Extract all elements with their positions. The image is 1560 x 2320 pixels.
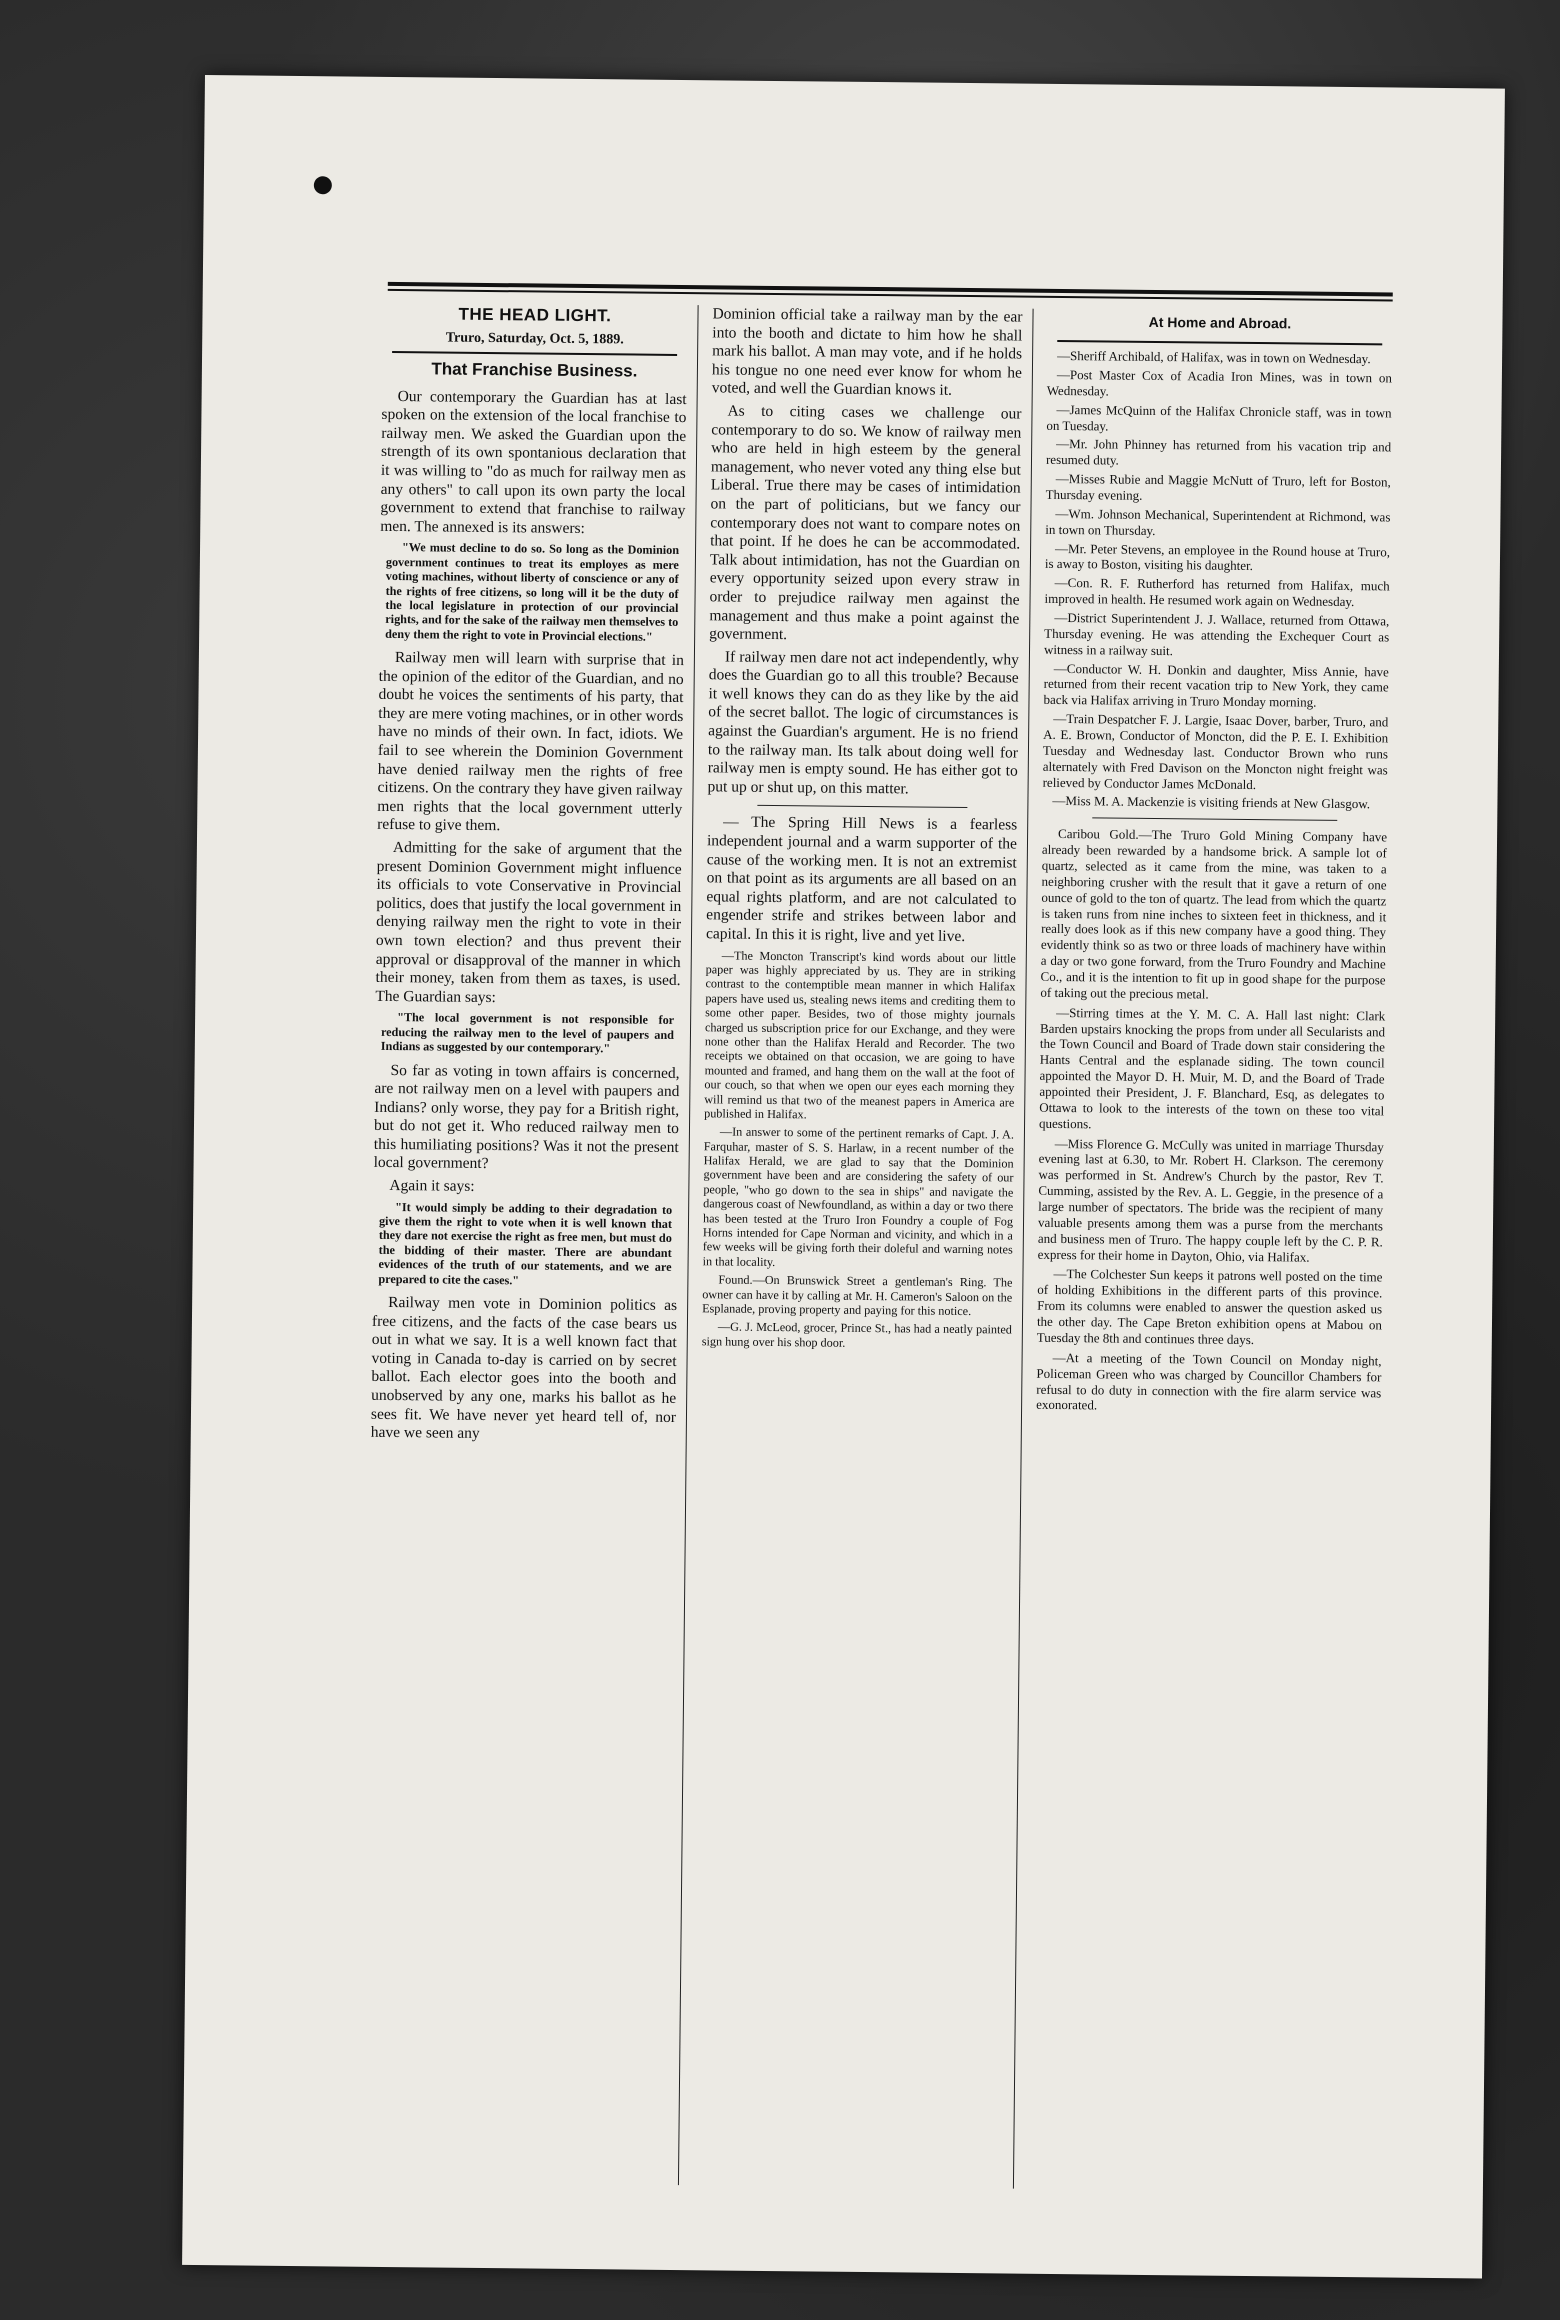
masthead: THE HEAD LIGHT.: [458, 304, 612, 326]
column-1: [371, 302, 688, 1450]
brief-item: —District Superintendent J. J. Wallace, returned from Ottawa, Thursday evening. He was attending the Exchequer Court as witness in a railway suit.: [1043, 609, 1390, 658]
separator: [1092, 818, 1337, 822]
paragraph: If railway men dare not act independently, why does the Guardian go to all this trouble? Because it well knows they can do as they like by the aid of the secret ballot. The logic of circumstances is against the Guardian's argument. He is no friend to the railway man. Its talk about doing well for railway men is empty sound. He has either got to put up or shut up, on this matter.: [707, 648, 1020, 798]
paragraph: Caribou Gold.—The Truro Gold Mining Company have already been rewarded by a handsome brick. A sample lot of quartz, selected as it came from the mine, was taken to a neighboring crusher with the result that it gave a return of one ounce of gold to the ton of quartz. The lead from which the quartz is taken runs from nine inches to sixteen feet in thickness, and it really does look as if this new company have a good thing. They evidently think so as two or three loads of machinery have within a day or two gone forward, from the Truro Foundry and Machine Co., and it is the intention to fit up in good shape for the purpose of taking out the precious metal.: [1040, 826, 1388, 1002]
brief-item: —Sheriff Archibald, of Halifax, was in town on Wednesday.: [1057, 348, 1371, 367]
paragraph: Railway men vote in Dominion politics as free citizens, and the facts of the case bears us out in what we say. It is a well known fact that voting in Canada to-day is carried on by secret ballot. Each elector goes into the booth and unobserved by any one, marks his ballot as he sees fit. We have never yet heard tell of, nor have we seen any: [370, 1294, 678, 1443]
brief-item: —Mr. Peter Stevens, an employee in the Round house at Truro, is away to Boston, visiting his daughter.: [1044, 540, 1391, 574]
paragraph: Dominion official take a railway man by the ear into the booth and dictate to him how he shall mark his ballot. A man may vote, and if he holds his tongue no one need ever know for whom he voted, and well the Guardian knows it.: [711, 305, 1023, 400]
paragraph: Again it says:: [389, 1177, 475, 1195]
paragraph: Railway men will learn with surprise that in the opinion of the editor of the Guardian, and no doubt he voices the sentiments of his party, that they are mere voting machines, or in other words have no minds of their own. In fact, idiots. We fail to see wherein the Dominion Government have denied railway men the rights of free citizens. On the contrary they have given railway men rights that the local government utterly refuse to give them.: [377, 649, 684, 835]
rule: [1057, 340, 1382, 345]
paragraph: —The Moncton Transcript's kind words about our little paper was highly appreciated by us. They are in striking contrast to the contemptible mean manner in which Halifax papers have used us, stealing news items and crediting them to some other paper. Besides, two of those mighty journals charged us subscription price for our Exchange, and they were none other than the Halifax Herald and Recorder. The two receipts we obtained on that occasion, we are going to have mounted and framed, and hang them on the wall at the foot of our couch, so that when we open our eyes each morning they will remind us that two of the meanest papers in America are published in Halifax.: [704, 948, 1016, 1122]
brief-item: —Mr. John Phinney has returned from his vacation trip and resumed duty.: [1045, 436, 1392, 468]
brief-item: —Misses Rubie and Maggie McNutt of Truro, left for Boston, Thursday evening.: [1045, 471, 1391, 503]
paragraph: —Stirring times at the Y. M. C. A. Hall last night: Clark Barden upstairs knocking the props from under all Secularists and the Town Council and Board of Trade down stair considering the Hants Central and the esplanade siding. The town council appointed the Mayor D. H. Muir, M. D, and the Board of Trade appointed their President, J. F. Blanchard, Esq, as delegates to Ottawa to look to the interests of the town on these too vital questions.: [1038, 1004, 1386, 1132]
brief-item: —Train Despatcher F. J. Largie, Isaac Dover, barber, Truro, and A. E. Brown, Conductor of Moncton, did the P. E. I. Exhibition Tuesday and Wednesday last. Conductor Brown who runs alternately with Fred Davison on the Moncton night freight was relieved by Conductor James McDonald.: [1042, 711, 1389, 792]
paragraph: —Miss Florence G. McCully was united in marriage Thursday evening last at 6.30, to Mr. Robert H. Clarkson. The ceremony was performed in St. Andrew's Church by the pastor, Rev T. Cumming, assisted by the Rev. A. L. Geggie, in the presence of a large number of spectators. The bride was the recipient of many valuable presents among them was a purse from the merchants and business men of Truro. The happy couple left by the C. P. R. express for their home in Dayton, Ohio, via Halifax.: [1037, 1135, 1384, 1265]
brief-item: —Miss M. A. Mackenzie is visiting friends at New Glasgow.: [1052, 793, 1371, 812]
section-heading: At Home and Abroad.: [1148, 313, 1292, 332]
brief-item: —James McQuinn of the Halifax Chronicle staff, was in town on Tuesday.: [1046, 401, 1392, 433]
article-headline: That Franchise Business.: [431, 359, 638, 381]
paragraph: As to citing cases we challenge our contemporary to do so. We know of railway men who are held in high esteem by the general management, who never voted any thing else but Liberal. True there may be cases of intimidation on the part of politicians, but we fancy our contemporary does not want to compare notes on that point. If he does he can be accommodated. Talk about intimidation, has not the Guardian on every opportunity seized upon every straw in order to prejudice railway men against the management and thus make a point against the government.: [709, 402, 1022, 644]
paragraph: Found.—On Brunswick Street a gentleman's Ring. The owner can have it by calling at Mr. H. Cameron's Saloon on the Esplanade, proving property and paying for this notice.: [702, 1272, 1013, 1319]
brief-item: —Wm. Johnson Mechanical, Superintendent at Richmond, was in town on Thursday.: [1045, 505, 1391, 538]
column-3: [1036, 309, 1393, 1421]
paragraph: Our contemporary the Guardian has at last spoken on the extension of the local franchise to railway men. We asked the Guardian upon the strength of its own spontanious declaration that it was willing to "do as much for railway men as any others" to call upon its own party the local government to extend that franchise to railway men. The annexed is its answers:: [380, 387, 687, 537]
paragraph: —In answer to some of the pertinent remarks of Capt. J. A. Farquhar, master of S. S. Harlaw, in a recent number of the Halifax Herald, we are glad to say that the Dominion government have been and are considering the safety of our people, "who go down to the sea in ships" and navigate the dangerous coast of Newfoundland, as within a day or two there has been tested at the Truro Iron Foundry a couple of Fog Horns intended for Cape Norman and vicinity, and which in a few weeks will be giving forth their doleful and warning notes in that locality.: [702, 1124, 1015, 1269]
quote: "The local government is not responsible for reducing the railway men to the level of paupers and Indians as suggested by our contemporary.": [380, 1010, 675, 1056]
quote: "It would simply be adding to their degradation to give them the right to vote when it is well known that they dare not exercise the right as free men, but must do the bidding of their master. There are abundant evidences of the truth of our statements, and we are prepared to cite the cases.": [378, 1199, 673, 1287]
separator: [757, 805, 967, 808]
paragraph: —G. J. McLeod, grocer, Prince St., has had a neatly painted sign hung over his shop door.: [701, 1319, 1012, 1350]
paragraph: So far as voting in town affairs is concerned, are not railway men on a level with paupers and Indians? only worse, they pay for a British right, but do not get it. Who reduced railway men to this humiliating positions? Was it not the present local government?: [373, 1061, 680, 1173]
brief-item: —Conductor W. H. Donkin and daughter, Miss Annie, have returned from their recent vacation trip to New York, they came back via Halifax arriving in Truro Monday morning.: [1043, 660, 1389, 710]
rule: [392, 351, 677, 356]
punch-hole: [314, 176, 332, 194]
brief-item: —Post Master Cox of Acadia Iron Mines, was in town on Wednesday.: [1046, 366, 1392, 399]
paragraph: —At a meeting of the Town Council on Monday night, Policeman Green who was charged by Councillor Chambers for refusal to do duty in connection with the fire alarm service was exonorated.: [1036, 1349, 1382, 1413]
quote: "We must decline to do so. So long as the Dominion government continues to treat its employes as mere voting machines, without liberty of conscience or any of the rights of free citizens, so long will it be the duty of the local legislature in protection of our provincial rights, and for the sake of the railway men themselves to deny them the right to vote in Provincial elections.": [385, 540, 680, 644]
column-2: [702, 305, 1023, 1355]
dateline: Truro, Saturday, Oct. 5, 1889.: [445, 330, 624, 348]
paragraph: — The Spring Hill News is a fearless independent journal and a warm supporter of the cause of the working men. It is not an extremist on that point as its arguments are all based on an equal rights platform, and are not calculated to engender strife and strikes between labor and capital. In this it is right, live and yet live.: [705, 813, 1018, 946]
top-rule: [388, 282, 1393, 302]
brief-item: —Con. R. F. Rutherford has returned from Halifax, much improved in health. He resumed work again on Wednesday.: [1044, 575, 1390, 610]
newspaper-page: [182, 75, 1505, 2278]
paragraph: —The Colchester Sun keeps it patrons well posted on the time of holding Exhibitions in the different parts of this province. From its columns were enabled to answer the question asked us the other day. The Cape Breton exhibition opens at Mabou on Tuesday the 8th and continues three days.: [1036, 1266, 1383, 1347]
paragraph: Admitting for the sake of argument that the present Dominion Government might influence its officials to vote Conservative in Provincial politics, does that justify the local government in denying railway men the right to vote in their own town election? and thus prevent their approval or disapproval of the manner in which their money, taken from them as taxes, is used. The Guardian says:: [375, 839, 682, 1006]
